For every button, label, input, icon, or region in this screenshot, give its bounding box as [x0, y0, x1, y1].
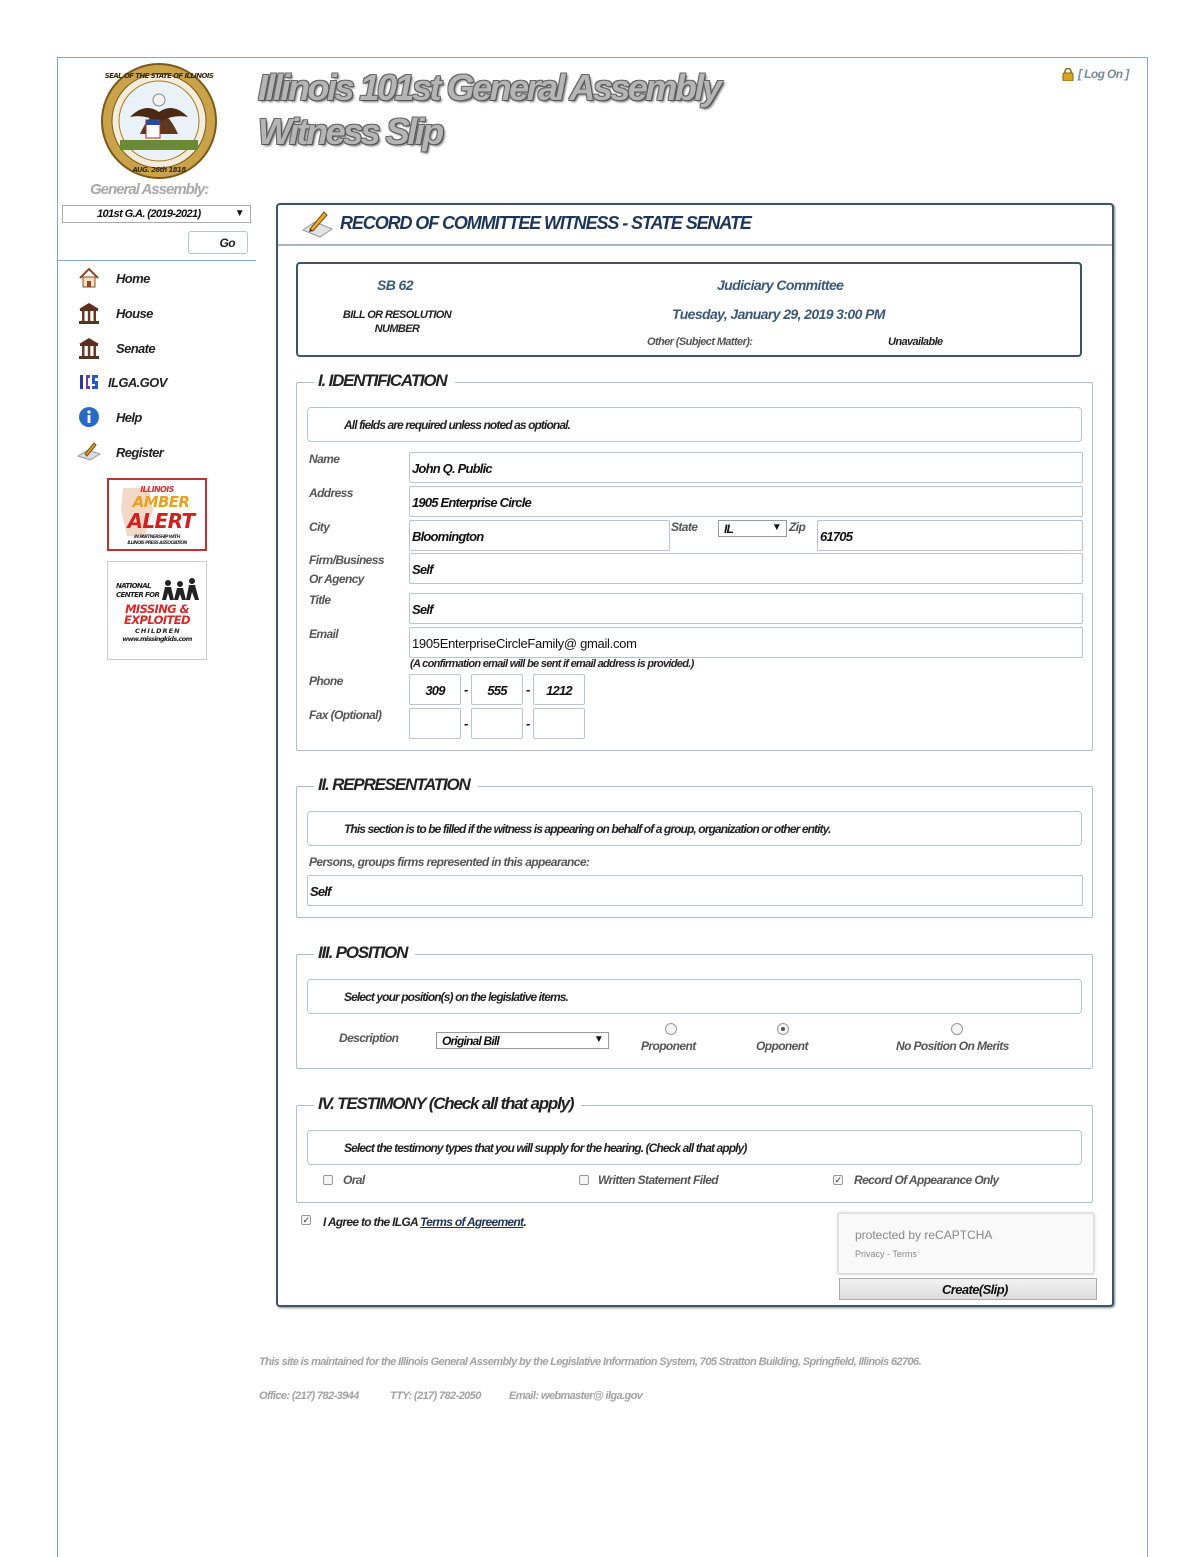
representation-legend: II. REPRESENTATION — [314, 775, 478, 795]
footer-email[interactable]: Email: webmaster@ ilga.gov — [509, 1390, 643, 1402]
amber-line2: AMBER — [132, 493, 190, 511]
chevron-down-icon: ▼ — [771, 522, 781, 533]
chevron-down-icon: ▼ — [234, 208, 244, 219]
firm-label-line1: Firm/Business — [309, 553, 384, 567]
missing-line6: www.missingkids.com — [122, 635, 192, 643]
missing-line2: CENTER FOR — [116, 591, 160, 599]
terms-of-agreement-link[interactable]: Terms of Agreement — [420, 1215, 524, 1229]
city-input[interactable]: Bloomington — [409, 520, 670, 551]
title-input[interactable]: Self — [409, 593, 1083, 624]
opponent-label: Opponent — [756, 1039, 808, 1053]
fax-label: Fax (Optional) — [309, 708, 382, 722]
general-assembly-selected: 101st G.A. (2019-2021) — [97, 208, 201, 220]
home-icon — [76, 265, 102, 291]
state-seal-logo — [100, 62, 218, 180]
site-title — [258, 66, 719, 154]
site-title-line2: Witness Slip — [258, 111, 442, 152]
phone-area-input[interactable]: 309 — [409, 674, 461, 705]
footer-office-phone: Office: (217) 782-3944 — [259, 1390, 359, 1402]
email-input[interactable]: 1905EnterpriseCircleFamily@ gmail.com — [409, 627, 1083, 658]
agreement-text — [323, 1215, 526, 1229]
lock-icon — [1062, 68, 1074, 81]
subject-matter-label: Other (Subject Matter): — [647, 336, 753, 348]
sidebar-item-label: ILGA.GOV — [108, 374, 167, 390]
address-input[interactable]: 1905 Enterprise Circle — [409, 486, 1083, 517]
oral-label: Oral — [343, 1173, 365, 1187]
recaptcha-prefix: protected by — [855, 1228, 925, 1242]
no-position-radio[interactable] — [951, 1023, 963, 1035]
fax-prefix-input[interactable] — [471, 708, 523, 739]
amber-line1: ILLINOIS — [140, 485, 174, 494]
missing-line1: NATIONAL — [116, 582, 151, 590]
sidebar-item-label: Home — [116, 270, 150, 286]
state-label: State — [671, 520, 698, 534]
missing-line3: MISSING & — [125, 602, 189, 616]
position-note: Select your position(s) on the legislative items. — [307, 979, 1082, 1014]
description-label: Description — [339, 1031, 399, 1045]
phone-separator: - — [464, 682, 468, 697]
firm-label-line2: Or Agency — [309, 572, 364, 586]
footer-tty-phone: TTY: (217) 782-2050 — [390, 1390, 481, 1402]
footer-maintenance-text: This site is maintained for the Illinois General Assembly by the Legislative Information System, 705 Stratton Building, Springfield, Illinois 62706. — [259, 1356, 922, 1368]
phone-prefix-input[interactable]: 555 — [471, 674, 523, 705]
pencil-paper-icon — [300, 208, 334, 240]
state-selected: IL — [724, 522, 734, 536]
amber-line3: ALERT — [127, 509, 195, 533]
nav-divider — [58, 260, 256, 261]
sidebar-item-house[interactable] — [76, 300, 153, 326]
general-assembly-select[interactable] — [62, 205, 251, 223]
amber-line4: IN PARTNERSHIP WITH — [134, 535, 180, 540]
zip-label: Zip — [789, 520, 806, 534]
name-label: Name — [309, 452, 340, 466]
represented-label: Persons, groups firms represented in this appearance: — [309, 855, 590, 869]
sidebar-item-label: Register — [116, 444, 164, 460]
sidebar-item-register[interactable] — [76, 439, 163, 465]
agreement-suffix: . — [523, 1215, 526, 1229]
ilga-logo-icon — [76, 369, 102, 395]
firm-label — [309, 551, 384, 589]
state-select[interactable] — [718, 520, 787, 537]
register-icon — [76, 439, 102, 465]
testimony-legend: IV. TESTIMONY (Check all that apply) — [314, 1094, 581, 1114]
capitol-icon — [76, 300, 102, 326]
opponent-radio[interactable] — [777, 1023, 789, 1035]
recaptcha-privacy-link[interactable]: Privacy — [855, 1249, 885, 1259]
zip-input[interactable]: 61705 — [817, 520, 1083, 551]
capitol-icon — [76, 335, 102, 361]
recaptcha-separator: - — [884, 1249, 893, 1259]
sidebar-item-senate[interactable] — [76, 335, 155, 361]
no-position-label: No Position On Merits — [896, 1039, 1009, 1053]
bill-number-label-line2: NUMBER — [374, 323, 420, 335]
proponent-radio[interactable] — [665, 1023, 677, 1035]
firm-input[interactable]: Self — [409, 553, 1083, 584]
subject-matter-value: Unavailable — [888, 336, 943, 348]
bill-number: SB 62 — [377, 277, 413, 293]
fax-line-input[interactable] — [533, 708, 585, 739]
testimony-note: Select the testimony types that you will supply for the hearing. (Check all that apply) — [307, 1130, 1082, 1165]
log-on-label[interactable]: [ Log On ] — [1078, 67, 1129, 81]
missing-children-banner[interactable] — [107, 561, 207, 660]
represented-input[interactable]: Self — [307, 875, 1083, 906]
position-legend: III. POSITION — [314, 943, 415, 963]
sidebar-item-ilga[interactable] — [76, 369, 167, 395]
representation-note: This section is to be filled if the witness is appearing on behalf of a group, organization or other entity. — [307, 811, 1082, 846]
agree-checkbox[interactable]: ✓ — [302, 1215, 310, 1225]
recaptcha-widget[interactable] — [838, 1213, 1094, 1274]
go-button[interactable]: Go — [188, 231, 248, 254]
email-confirmation-note: (A confirmation email will be sent if email address is provided.) — [410, 658, 694, 670]
fax-separator: - — [526, 716, 530, 731]
sidebar-item-label: House — [116, 305, 153, 321]
svg-text:SEAL OF THE STATE OF ILLINOIS: SEAL OF THE STATE OF ILLINOIS — [104, 72, 214, 80]
description-selected: Original Bill — [442, 1034, 499, 1048]
missing-children-logo — [108, 562, 206, 659]
general-assembly-label: General Assembly: — [90, 181, 209, 198]
proponent-label: Proponent — [641, 1039, 696, 1053]
title-label: Title — [309, 593, 331, 607]
record-of-appearance-checkbox[interactable]: ✓ — [834, 1175, 842, 1185]
written-statement-label: Written Statement Filed — [598, 1173, 718, 1187]
sidebar-item-label: Help — [116, 409, 142, 425]
identification-legend: I. IDENTIFICATION — [314, 371, 455, 391]
amber-alert-banner[interactable] — [107, 478, 207, 551]
recaptcha-links — [855, 1249, 917, 1259]
missing-line5: C H I L D R E N — [135, 627, 179, 635]
oral-checkbox[interactable] — [323, 1175, 333, 1185]
phone-label: Phone — [309, 674, 343, 688]
city-label: City — [309, 520, 330, 534]
amber-alert-logo — [109, 480, 205, 549]
name-input[interactable]: John Q. Public — [409, 452, 1083, 483]
committee-name: Judiciary Committee — [717, 277, 844, 293]
identification-note: All fields are required unless noted as optional. — [307, 407, 1082, 442]
log-on-link[interactable] — [1062, 67, 1129, 81]
address-label: Address — [309, 486, 353, 500]
recaptcha-brand: reCAPTCHA — [924, 1228, 993, 1242]
record-of-appearance-label: Record Of Appearance Only — [854, 1173, 999, 1187]
missing-line4: EXPLOITED — [124, 613, 190, 627]
svg-text:AUG. 26th 1818: AUG. 26th 1818 — [132, 166, 186, 174]
bill-number-label-line1: BILL OR RESOLUTION — [342, 309, 452, 321]
recaptcha-terms-link[interactable]: Terms — [892, 1249, 917, 1259]
fax-area-input[interactable] — [409, 708, 461, 739]
recaptcha-text — [855, 1228, 992, 1242]
email-label: Email — [309, 627, 339, 641]
fax-separator: - — [464, 716, 468, 731]
amber-line5: ILLINOIS PRESS ASSOCIATION — [127, 541, 187, 546]
phone-line-input[interactable]: 1212 — [533, 674, 585, 705]
description-select[interactable] — [436, 1032, 609, 1049]
phone-separator: - — [526, 682, 530, 697]
panel-title: RECORD OF COMMITTEE WITNESS - STATE SENATE — [340, 213, 751, 233]
agreement-prefix: I Agree to the ILGA — [323, 1215, 421, 1229]
bill-number-label — [326, 308, 468, 336]
written-statement-checkbox[interactable] — [579, 1175, 589, 1185]
create-slip-button[interactable]: Create(Slip) — [839, 1278, 1097, 1300]
chevron-down-icon: ▼ — [593, 1034, 603, 1045]
hearing-datetime: Tuesday, January 29, 2019 3:00 PM — [672, 306, 885, 322]
sidebar-item-home[interactable] — [76, 265, 150, 291]
site-title-line1: Illinois 101st General Assembly — [258, 67, 720, 108]
sidebar-item-label: Senate — [116, 340, 156, 356]
info-icon — [76, 404, 102, 430]
sidebar-item-help[interactable] — [76, 404, 142, 430]
